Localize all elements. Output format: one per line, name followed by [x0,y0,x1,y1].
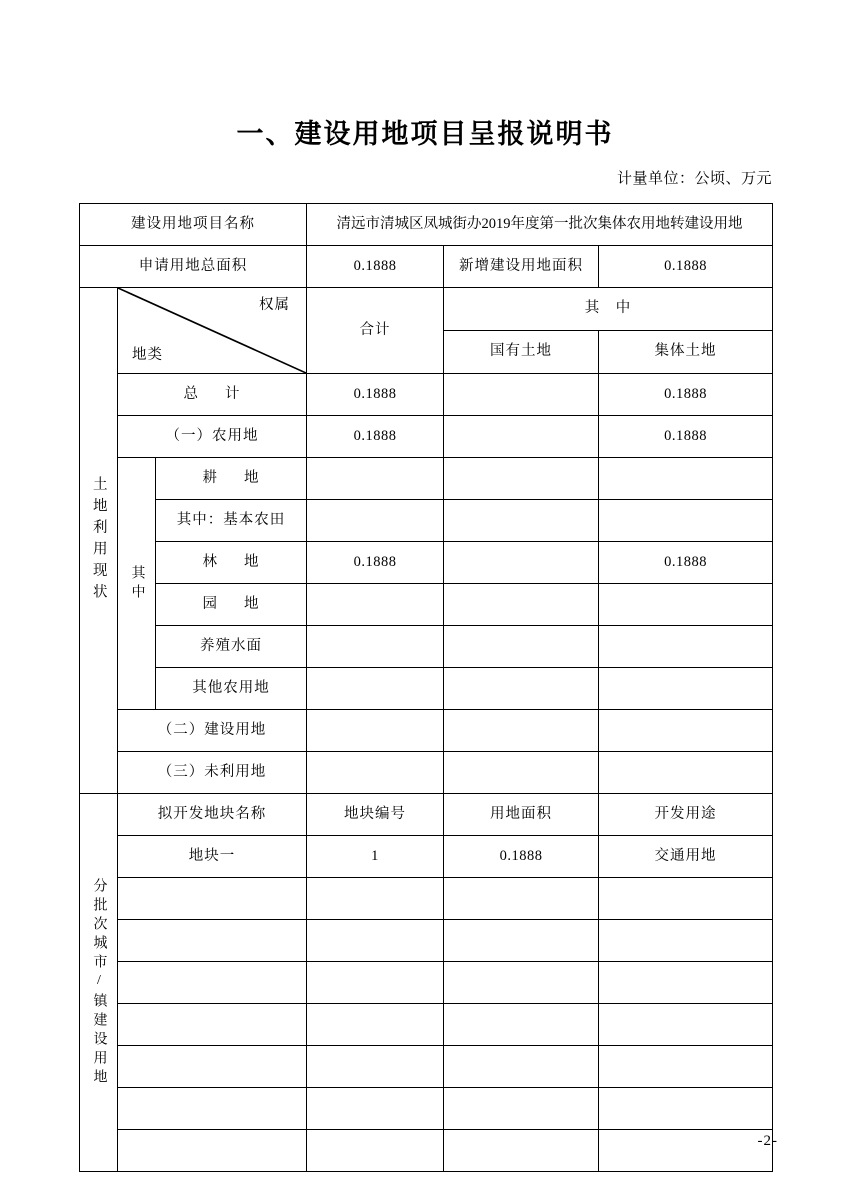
row-label-aquaculture: 养殖水面 [156,626,307,668]
table-row-construction [80,710,773,752]
section-label-batch-urban-construction: 分批次城市/镇建设用地 [80,794,118,1172]
table-row-garden [80,584,773,626]
parcel-cell-area [444,1004,599,1046]
parcel-cell-purpose [599,878,773,920]
parcel-cell-area [444,962,599,1004]
parcel-cell-area [444,1130,599,1172]
table-row-total [80,374,773,416]
parcel-header-code: 地块编号 [307,794,444,836]
parcel-row [80,878,773,920]
parcel-cell-code [307,878,444,920]
cell-state [444,584,599,626]
parcel-cell-name [118,878,307,920]
table-row-basic-farmland [80,500,773,542]
parcel-header-name: 拟开发地块名称 [118,794,307,836]
cell-total [307,458,444,500]
cell-total [307,668,444,710]
parcel-cell-code [307,1046,444,1088]
total-area-label: 申请用地总面积 [80,246,307,288]
parcel-header-purpose: 开发用途 [599,794,773,836]
parcel-row [80,1130,773,1172]
row-label-unused: （三）未利用地 [118,752,307,794]
table-row-agricultural [80,416,773,458]
row-label-agricultural: （一）农用地 [118,416,307,458]
subgroup-label-among: 其中 [118,458,156,710]
parcel-header-area: 用地面积 [444,794,599,836]
table-row-forest [80,542,773,584]
parcel-cell-purpose [599,920,773,962]
page-number: -2- [757,1133,778,1149]
cell-total [307,626,444,668]
cell-state [444,374,599,416]
parcel-cell-name [118,962,307,1004]
parcel-cell-area [444,878,599,920]
table-row-unused [80,752,773,794]
parcel-row [80,1004,773,1046]
row-label-cultivated: 耕 地 [156,458,307,500]
cell-state [444,752,599,794]
cell-total: 0.1888 [307,416,444,458]
parcel-header-row [80,794,773,836]
parcel-cell-code [307,1004,444,1046]
parcel-cell-name: 地块一 [118,836,307,878]
project-name-value: 清远市清城区凤城街办2019年度第一批次集体农用地转建设用地 [307,204,773,246]
parcel-cell-code [307,920,444,962]
total-area-value: 0.1888 [307,246,444,288]
parcel-cell-area: 0.1888 [444,836,599,878]
cell-total [307,500,444,542]
parcel-cell-purpose: 交通用地 [599,836,773,878]
cell-state [444,458,599,500]
cell-collective: 0.1888 [599,542,773,584]
parcel-cell-code [307,1130,444,1172]
cell-collective [599,626,773,668]
parcel-row [80,920,773,962]
parcel-cell-purpose [599,1130,773,1172]
page-title: 一、建设用地项目呈报说明书 [236,119,614,149]
parcel-cell-name [118,1130,307,1172]
row-label-forest: 林 地 [156,542,307,584]
cell-collective [599,500,773,542]
diagonal-header-cell [118,288,307,374]
parcel-cell-area [444,1046,599,1088]
column-header-among: 其 中 [444,288,773,331]
cell-state [444,668,599,710]
parcel-cell-code: 1 [307,836,444,878]
cell-collective [599,584,773,626]
diagonal-header-landtype: 地类 [132,347,163,364]
parcel-cell-area [444,1088,599,1130]
section-label-land-use-status: 土地利用现状 [80,288,118,794]
land-approval-form [79,203,773,1172]
diagonal-header-ownership: 权属 [259,297,291,313]
parcel-cell-purpose [599,1046,773,1088]
parcel-cell-purpose [599,962,773,1004]
cell-collective [599,668,773,710]
cell-total [307,584,444,626]
table-row-cultivated [80,458,773,500]
new-construction-value: 0.1888 [599,246,773,288]
parcel-row [80,1046,773,1088]
cell-state [444,416,599,458]
cell-total [307,710,444,752]
row-label-other-agricultural: 其他农用地 [156,668,307,710]
parcel-cell-name [118,1004,307,1046]
cell-collective: 0.1888 [599,374,773,416]
measurement-unit-note: 计量单位：公顷、万元 [616,171,772,187]
new-construction-label: 新增建设用地面积 [444,246,599,288]
table-row-other-agricultural [80,668,773,710]
cell-total [307,752,444,794]
cell-collective [599,458,773,500]
row-label-garden: 园 地 [156,584,307,626]
area-row [80,246,773,288]
cell-state [444,542,599,584]
cell-collective [599,752,773,794]
parcel-cell-name [118,1088,307,1130]
parcel-cell-purpose [599,1088,773,1130]
parcel-row [80,836,773,878]
table-row-aquaculture [80,626,773,668]
row-label-construction: （二）建设用地 [118,710,307,752]
parcel-cell-area [444,920,599,962]
cell-state [444,500,599,542]
row-label-basic-farmland: 其中：基本农田 [156,500,307,542]
parcel-cell-code [307,1088,444,1130]
parcel-cell-name [118,920,307,962]
cell-total: 0.1888 [307,542,444,584]
column-header-state-owned: 国有土地 [444,331,599,374]
cell-state [444,710,599,752]
project-name-label: 建设用地项目名称 [80,204,307,246]
project-name-row [80,204,773,246]
column-header-collective: 集体土地 [599,331,773,374]
parcel-cell-purpose [599,1004,773,1046]
parcel-row [80,1088,773,1130]
parcel-cell-name [118,1046,307,1088]
parcel-cell-code [307,962,444,1004]
column-header-total: 合计 [307,288,444,374]
cell-total: 0.1888 [307,374,444,416]
cell-state [444,626,599,668]
table-header-row-1 [80,288,773,331]
row-label-total: 总 计 [118,374,307,416]
cell-collective [599,710,773,752]
parcel-row [80,962,773,1004]
cell-collective: 0.1888 [599,416,773,458]
